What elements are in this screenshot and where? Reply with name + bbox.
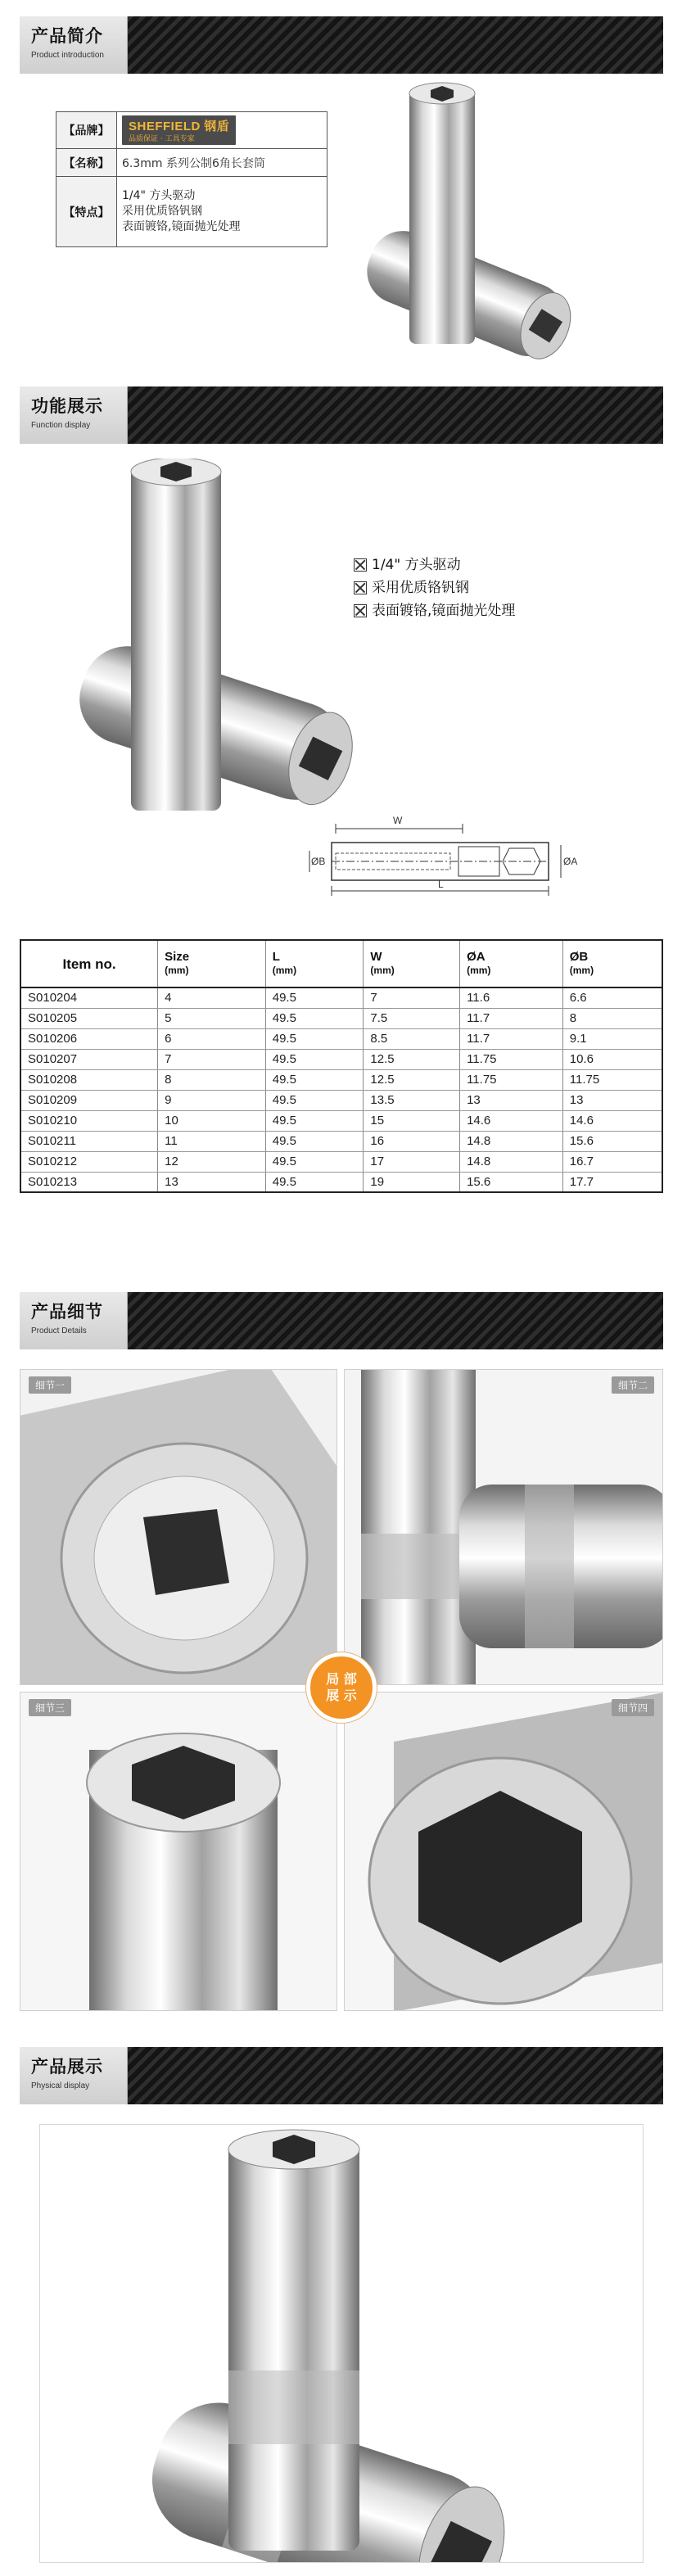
cell-oa: 11.75 — [460, 1069, 563, 1090]
feature-list — [117, 177, 327, 247]
table-row — [20, 1172, 662, 1192]
section-title-cn: 产品展示 — [31, 2057, 103, 2077]
cell-oa: 14.6 — [460, 1110, 563, 1131]
badge-line-2: 展 示 — [326, 1688, 357, 1703]
detail-tag: 细节一 — [29, 1376, 71, 1394]
brand-logo-cn: 钢盾 — [204, 120, 230, 133]
cell-l: 49.5 — [265, 1028, 364, 1049]
spec-header-row — [20, 940, 662, 987]
cell-size: 8 — [158, 1069, 266, 1090]
check-item-text: 1/4" 方头驱动 — [372, 557, 461, 573]
brand-logo-sub: 品质保证 · 工具专家 — [129, 135, 195, 143]
brand-logo — [122, 115, 236, 145]
brand-value — [117, 112, 327, 149]
intro-socket-image — [352, 82, 647, 360]
cell-item-no: S010204 — [20, 987, 158, 1008]
table-row — [20, 1131, 662, 1151]
spec-table — [20, 939, 663, 1193]
detail-badge — [306, 1652, 377, 1723]
cell-item-no: S010211 — [20, 1131, 158, 1151]
col-header-item: Item no. — [20, 940, 158, 987]
cell-item-no: S010210 — [20, 1110, 158, 1131]
check-item-text: 采用优质铬钒钢 — [372, 580, 469, 596]
detail-tag: 细节四 — [612, 1699, 654, 1716]
cell-oa: 15.6 — [460, 1172, 563, 1192]
cell-size: 9 — [158, 1090, 266, 1110]
check-item — [354, 554, 515, 576]
cell-w: 12.5 — [364, 1049, 460, 1069]
cell-size: 5 — [158, 1008, 266, 1028]
cell-l: 49.5 — [265, 1049, 364, 1069]
table-row — [20, 1049, 662, 1069]
cell-ob: 16.7 — [562, 1151, 662, 1172]
cell-ob: 8 — [562, 1008, 662, 1028]
l-label: L — [438, 879, 444, 890]
cell-item-no: S010209 — [20, 1090, 158, 1110]
cell-w: 7.5 — [364, 1008, 460, 1028]
section-stripe-bar — [128, 2047, 663, 2104]
section-title-en: Function display — [31, 421, 91, 430]
cell-size: 4 — [158, 987, 266, 1008]
checkbox-x-icon — [354, 558, 367, 572]
detail-image-1 — [20, 1369, 337, 1685]
socket-dimension-diagram — [295, 806, 598, 904]
check-item-text: 表面镀铬,镜面抛光处理 — [372, 603, 516, 619]
section-tab — [20, 386, 128, 444]
table-row — [20, 1008, 662, 1028]
section-title-en: Product Details — [31, 1326, 87, 1335]
function-socket-image — [74, 459, 418, 819]
ob-label: ØB — [311, 856, 326, 867]
cell-item-no: S010207 — [20, 1049, 158, 1069]
cell-ob: 14.6 — [562, 1110, 662, 1131]
section-header-intro — [20, 16, 663, 74]
cell-w: 8.5 — [364, 1028, 460, 1049]
cell-l: 49.5 — [265, 1008, 364, 1028]
cell-w: 16 — [364, 1131, 460, 1151]
section-stripe-bar — [128, 1292, 663, 1349]
oa-label: ØA — [563, 856, 578, 867]
section-title-cn: 产品细节 — [31, 1302, 103, 1322]
cell-ob: 13 — [562, 1090, 662, 1110]
table-row — [20, 1090, 662, 1110]
feature-item: 采用优质铬钒钢 — [122, 205, 202, 218]
cell-w: 13.5 — [364, 1090, 460, 1110]
cell-oa: 11.6 — [460, 987, 563, 1008]
section-header-function — [20, 386, 663, 444]
feature-item: 1/4" 方头驱动 — [122, 189, 196, 202]
checkbox-x-icon — [354, 581, 367, 594]
function-checklist — [354, 554, 515, 622]
cell-item-no: S010213 — [20, 1172, 158, 1192]
section-title-cn: 功能展示 — [31, 396, 103, 416]
cell-item-no: S010208 — [20, 1069, 158, 1090]
cell-oa: 13 — [460, 1090, 563, 1110]
brand-logo-text: SHEFFIELD — [129, 120, 201, 133]
detail-tag: 细节二 — [612, 1376, 654, 1394]
spec-table-body — [20, 987, 662, 1192]
cell-oa: 11.7 — [460, 1008, 563, 1028]
cell-l: 49.5 — [265, 987, 364, 1008]
cell-ob: 10.6 — [562, 1049, 662, 1069]
table-row — [20, 1151, 662, 1172]
feature-label: 【特点】 — [56, 177, 117, 247]
section-title-en: Physical display — [31, 2081, 90, 2090]
w-label: W — [393, 815, 403, 826]
section-tab — [20, 2047, 128, 2104]
cell-item-no: S010206 — [20, 1028, 158, 1049]
cell-l: 49.5 — [265, 1151, 364, 1172]
cell-w: 7 — [364, 987, 460, 1008]
section-title-cn: 产品简介 — [31, 26, 103, 46]
cell-oa: 11.7 — [460, 1028, 563, 1049]
cell-w: 12.5 — [364, 1069, 460, 1090]
cell-l: 49.5 — [265, 1090, 364, 1110]
name-value: 6.3mm 系列公制6角长套筒 — [117, 149, 327, 177]
section-tab — [20, 1292, 128, 1349]
check-item — [354, 599, 515, 622]
cell-oa: 14.8 — [460, 1131, 563, 1151]
cell-size: 12 — [158, 1151, 266, 1172]
cell-l: 49.5 — [265, 1110, 364, 1131]
col-header-ob: ØB (mm) — [562, 940, 662, 987]
brand-label: 【品牌】 — [56, 112, 117, 149]
check-item — [354, 576, 515, 599]
cell-oa: 11.75 — [460, 1049, 563, 1069]
cell-size: 10 — [158, 1110, 266, 1131]
intro-info-table — [56, 111, 327, 247]
cell-size: 7 — [158, 1049, 266, 1069]
cell-item-no: S010212 — [20, 1151, 158, 1172]
detail-image-2 — [344, 1369, 663, 1685]
checkbox-x-icon — [354, 604, 367, 617]
section-tab — [20, 16, 128, 74]
cell-ob: 17.7 — [569, 1174, 594, 1189]
cell-l: 49.5 — [265, 1069, 364, 1090]
cell-size: 6 — [158, 1028, 266, 1049]
badge-line-1: 局 部 — [326, 1671, 357, 1687]
section-header-display — [20, 2047, 663, 2104]
section-header-details — [20, 1292, 663, 1349]
name-label: 【名称】 — [56, 149, 117, 177]
table-row — [20, 1110, 662, 1131]
cell-ob: 15.6 — [562, 1131, 662, 1151]
section-stripe-bar — [128, 16, 663, 74]
col-header-l: L (mm) — [265, 940, 364, 987]
feature-item: 表面镀铬,镜面抛光处理 — [122, 220, 241, 233]
cell-ob: 6.6 — [562, 987, 662, 1008]
cell-ob: 11.75 — [562, 1069, 662, 1090]
cell-size: 11 — [158, 1131, 266, 1151]
cell-item-no: S010205 — [20, 1008, 158, 1028]
display-socket-image — [39, 2124, 644, 2563]
cell-ob: 9.1 — [562, 1028, 662, 1049]
detail-tag: 细节三 — [29, 1699, 71, 1716]
cell-w: 19 — [364, 1172, 460, 1192]
cell-l: 49.5 — [265, 1172, 364, 1192]
cell-size: 13 — [158, 1172, 266, 1192]
col-header-oa: ØA (mm) — [460, 940, 563, 987]
section-stripe-bar — [128, 386, 663, 444]
cell-w: 15 — [364, 1110, 460, 1131]
table-row — [20, 1069, 662, 1090]
col-header-w: W (mm) — [364, 940, 460, 987]
cell-l: 49.5 — [265, 1131, 364, 1151]
detail-image-3 — [20, 1692, 337, 2011]
cell-oa: 14.8 — [460, 1151, 563, 1172]
table-row — [20, 1028, 662, 1049]
section-title-en: Product introduction — [31, 51, 104, 60]
detail-image-4 — [344, 1692, 663, 2011]
cell-w: 17 — [364, 1151, 460, 1172]
col-header-size: Size (mm) — [158, 940, 266, 987]
table-row — [20, 987, 662, 1008]
